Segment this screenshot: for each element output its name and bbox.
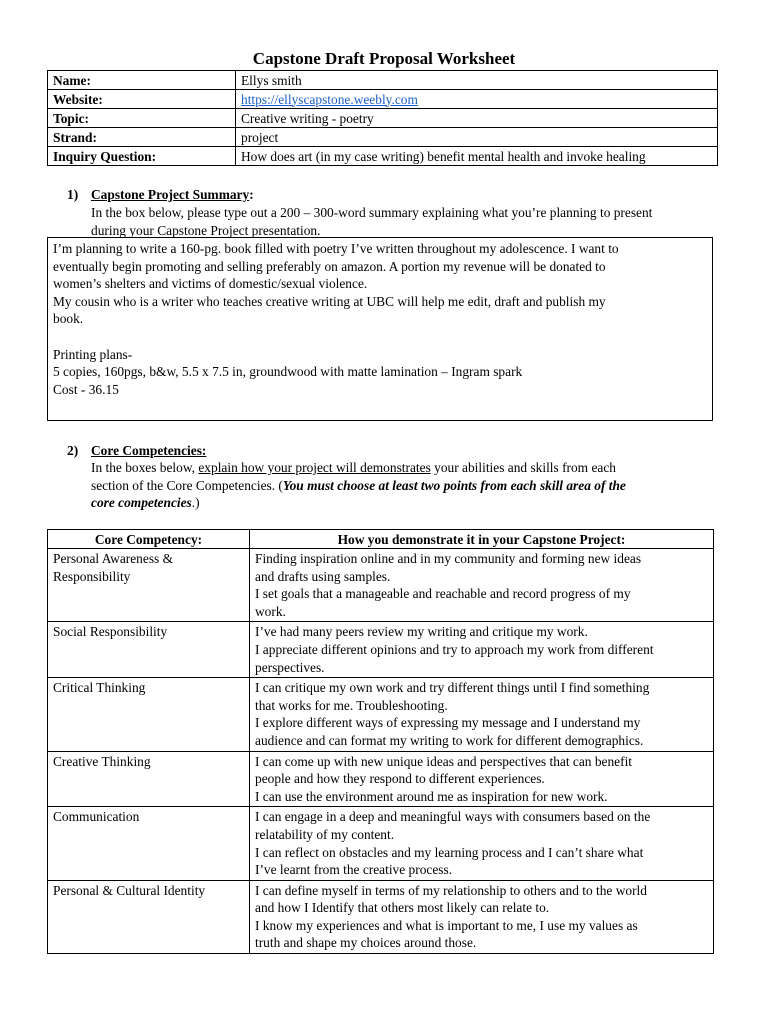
demonstration-line: Finding inspiration online and in my community and forming new ideas [255,551,642,566]
summary-line: Cost - 36.15 [53,381,119,397]
instruction-line: In the box below, please type out a 200 – 300-word summary explaining what you’re planning to present [91,205,653,220]
demonstration-line: I set goals that a manageable and reachable and record progress of my [255,586,631,602]
table-row [48,549,714,622]
competency-name-line: Communication [53,809,140,825]
section1-instructions [91,204,731,239]
summary-line: eventually begin promoting and selling preferably on amazon. A portion my revenue will be donated to [53,258,606,274]
demonstration-line: I can come up with new unique ideas and perspectives that can benefit [255,753,633,769]
instruction-text: In the boxes below, [91,460,199,475]
demonstration-cell[interactable] [250,622,714,678]
competency-name-line: Creative Thinking [53,753,151,769]
instruction-line [91,477,731,495]
demonstration-cell[interactable] [250,807,714,880]
info-row [48,90,718,109]
instruction-text: your abilities and skills from each [430,460,616,475]
competency-cell [48,751,250,807]
section2-heading [67,442,206,460]
page-title: Capstone Draft Proposal Worksheet [252,49,516,68]
instruction-text: section of the Core Competencies. ( [91,477,283,493]
summary-line [53,328,707,346]
demonstration-line: truth and shape my choices around those. [255,935,477,951]
demonstration-line: I know my experiences and what is important to me, I use my values as [255,917,638,933]
topic-value: Creative writing - poetry [236,109,718,128]
strand-value: project [236,128,718,147]
demonstration-line: people and how they respond to different experiences. [255,771,545,787]
competency-cell [48,678,250,751]
table-header-row [48,530,714,549]
competency-cell [48,807,250,880]
info-label: Website: [48,90,236,109]
competency-name-line: Personal & Cultural Identity [53,882,206,898]
section-title: Core Competencies: [91,443,207,458]
instruction-emphasis: core competencies [91,495,192,510]
info-table [47,70,718,166]
section-colon: : [249,187,254,202]
summary-line: Printing plans- [53,346,133,362]
summary-line: My cousin who is a writer who teaches creative writing at UBC will help me edit, draft and publish my [53,293,606,309]
competency-name-line: Responsibility [53,568,131,584]
info-row [48,128,718,147]
summary-line: women’s shelters and victims of domestic/sexual violence. [53,276,368,292]
table-row [48,678,714,751]
section2-instructions [91,459,731,512]
info-row [48,71,718,90]
demonstration-line: I explore different ways of expressing my message and I understand my [255,715,641,731]
competency-cell [48,880,250,953]
demonstration-cell[interactable] [250,678,714,751]
table-row [48,807,714,880]
inquiry-value: How does art (in my case writing) benefit mental health and invoke healing [236,147,718,166]
demonstration-cell[interactable] [250,880,714,953]
summary-line: I’m planning to write a 160-pg. book filled with poetry I’ve written throughout my adolescence. I want to [53,241,619,256]
instruction-line [91,459,731,477]
demonstration-line: I’ve had many peers review my writing and critique my work. [255,624,588,640]
info-label: Name: [48,71,236,90]
summary-line: book. [53,311,84,327]
demonstration-line: I can reflect on obstacles and my learning process and I can’t share what [255,844,644,860]
instruction-line: during your Capstone Project presentation. [91,222,321,238]
demonstration-line: relatability of my content. [255,826,395,842]
section-number: 2) [67,443,79,458]
instruction-line [91,494,731,512]
demonstration-line: perspectives. [255,659,325,675]
summary-line: 5 copies, 160pgs, b&w, 5.5 x 7.5 in, groundwood with matte lamination – Ingram spark [53,364,523,380]
info-label: Strand: [48,128,236,147]
info-row [48,109,718,128]
info-label: Topic: [48,109,236,128]
info-row [48,147,718,166]
demonstration-line: I can critique my own work and try different things until I find something [255,680,650,696]
column-header: How you demonstrate it in your Capstone Project: [250,530,714,549]
instruction-emphasis: You must choose at least two points from each skill area of the [282,477,626,493]
demonstration-cell[interactable] [250,751,714,807]
demonstration-line: I can engage in a deep and meaningful ways with consumers based on the [255,809,651,825]
demonstration-line: that works for me. Troubleshooting. [255,697,448,713]
summary-box[interactable] [47,237,713,421]
core-competency-table [47,529,714,954]
demonstration-line: I’ve learnt from the creative process. [255,862,453,878]
demonstration-line: and drafts using samples. [255,568,391,584]
competency-name-line: Personal Awareness & [53,551,174,566]
competency-cell [48,549,250,622]
demonstration-cell[interactable] [250,549,714,622]
name-value: Ellys smith [236,71,718,90]
info-label: Inquiry Question: [48,147,236,166]
instruction-text: .) [191,495,200,510]
competency-name-line: Social Responsibility [53,624,168,640]
instruction-underlined: explain how your project will demonstrates [198,460,431,475]
demonstration-line: work. [255,603,286,619]
competency-cell [48,622,250,678]
website-link[interactable]: https://ellyscapstone.weebly.com [241,91,418,107]
table-row [48,622,714,678]
section-number: 1) [67,187,79,202]
website-cell [236,90,718,109]
competency-name-line: Critical Thinking [53,680,146,696]
demonstration-line: and how I Identify that others most likely can relate to. [255,900,550,916]
section1-heading [67,186,254,204]
table-row [48,880,714,953]
section-title: Capstone Project Summary [91,187,250,202]
table-row [48,751,714,807]
demonstration-line: I can use the environment around me as inspiration for new work. [255,788,608,804]
column-header: Core Competency: [48,530,250,549]
demonstration-line: audience and can format my writing to work for different demographics. [255,732,644,748]
demonstration-line: I appreciate different opinions and try to approach my work from different [255,641,654,657]
demonstration-line: I can define myself in terms of my relationship to others and to the world [255,882,647,898]
